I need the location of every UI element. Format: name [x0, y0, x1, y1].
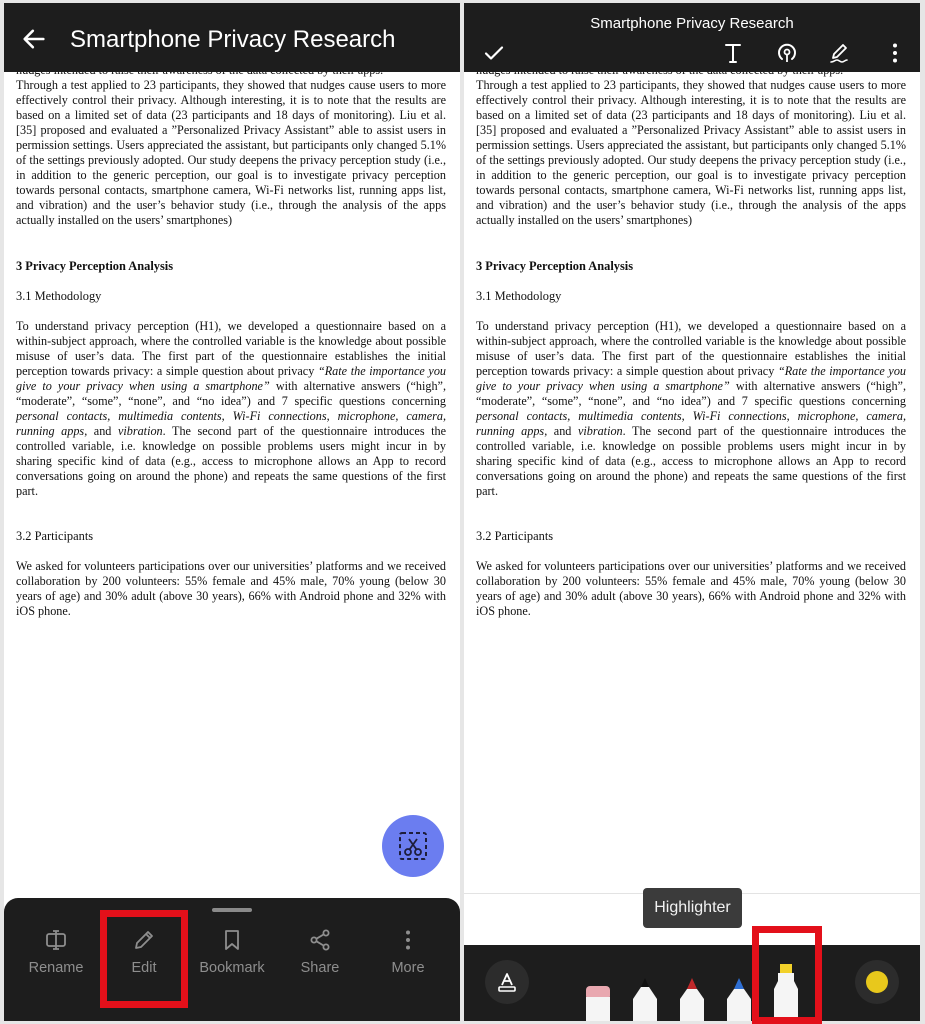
share-label: Share: [300, 960, 340, 976]
doc-paragraph-3: We asked for volunteers participations over our universities’ platforms and we received collaboration by 200 volunteers: 55% female and 45% male, 70% young (below 30 years of age) and 30% adult (above 30 years), 66% with Android phone and 32% with iOS phone.: [476, 559, 906, 619]
lasso-icon[interactable]: [775, 41, 799, 65]
color-picker-button[interactable]: [855, 960, 899, 1004]
text-style-button[interactable]: [485, 960, 529, 1004]
section-heading: 3 Privacy Perception Analysis: [16, 258, 174, 273]
bottom-sheet: [4, 898, 460, 1021]
edit-toolbar: [464, 3, 920, 72]
rename-button[interactable]: [12, 928, 100, 976]
document-title: Smartphone Privacy Research: [590, 15, 794, 32]
red-pen-icon[interactable]: [679, 977, 705, 1021]
check-icon[interactable]: [482, 41, 506, 65]
app-bar: [4, 3, 460, 72]
eraser-icon[interactable]: [585, 985, 611, 1021]
highlighter-highlight-box: [752, 926, 822, 1024]
share-button[interactable]: [276, 928, 364, 976]
pen-signature-icon[interactable]: [828, 41, 852, 65]
document-page: [16, 63, 446, 619]
right-screen: [464, 3, 920, 1021]
more-vertical-icon[interactable]: [883, 41, 907, 65]
doc-paragraph-2: To understand privacy perception (H1), we developed a questionnaire based on a within-subject approach, where the controlled variable is the knowledge about possible misuse of user’s data. The first part of the questionnaire establishes the initial perception towards privacy: a simple question about privacy “Rate the importance you give to your privacy when using a smartphone” with alternative answers (“high”, “moderate”, “some”, “none”, and “no idea”) and 7 specific questions concerning personal contacts, multimedia contents, Wi-Fi connections, microphone, camera, running apps, and vibration. The second part of the questionnaire introduces the controlled variable, i.e. knowledge on possible problems users might incur in by sharing specific kind of data (e.g., access to microphone allows an App to record conversations going on around the phone) and repeats the same questions of the first part.: [16, 318, 447, 499]
edit-highlight-box: [100, 910, 188, 1008]
share-icon: [308, 928, 332, 952]
subsection-heading-methodology: 3.1 Methodology: [476, 288, 562, 303]
rename-label: Rename: [28, 960, 84, 976]
rename-icon: [44, 928, 68, 952]
more-vertical-icon: [396, 928, 420, 952]
subsection-heading-participants: 3.2 Participants: [476, 529, 554, 544]
edit-label: Edit: [131, 960, 157, 976]
document-title: Smartphone Privacy Research: [70, 26, 396, 53]
doc-paragraph-1: Through a test applied to 23 participants, they showed that nudges cause users to more effectively control their privacy. Although interesting, it is to note that the results are based on a limited set of data (23 participants and 18 days of monitoring). Liu et al. [35] proposed and evaluated a ”Personalized Privacy Assistant” able to assist users in permission settings. Users appreciated the assistant, but participants only changed 5.1% of the settings previously adopted. Our study deepens the privacy perception study (i.e., in addition to the generic perception, our goal is to investigate privacy perception towards personal contacts, smartphone camera, Wi-Fi networks list, running apps list, and vibration) and the user’s behavior study (i.e., through the analysis of the apps actually installed on the users’ smartphones): [16, 78, 446, 228]
doc-paragraph-2: To understand privacy perception (H1), we developed a questionnaire based on a within-subject approach, where the controlled variable is the knowledge about possible misuse of user’s data. The first part of the questionnaire establishes the initial perception towards privacy: a simple question about privacy “Rate the importance you give to your privacy when using a smartphone” with alternative answers (“high”, “moderate”, “some”, “none”, and “no idea”) and 7 specific questions concerning personal contacts, multimedia contents, Wi-Fi connections, microphone, camera, running apps, and vibration. The second part of the questionnaire introduces the controlled variable, i.e. knowledge on possible problems users might incur in by sharing specific kind of data (e.g., access to microphone allows an App to record conversations going on around the phone) and repeats the same questions of the first part.: [476, 318, 907, 499]
blue-pen-icon[interactable]: [726, 977, 752, 1021]
subsection-heading-methodology: 3.1 Methodology: [16, 288, 102, 303]
left-screen: [4, 3, 460, 1021]
subsection-heading-participants: 3.2 Participants: [16, 529, 94, 544]
bookmark-button[interactable]: [188, 928, 276, 976]
bookmark-label: Bookmark: [199, 960, 265, 976]
document-page: [476, 63, 906, 619]
scan-scissors-icon: [398, 831, 428, 861]
section-heading: 3 Privacy Perception Analysis: [476, 258, 634, 273]
pen-toolbar: [464, 945, 920, 1021]
text-style-icon: [495, 970, 519, 994]
more-button[interactable]: [364, 928, 452, 976]
doc-paragraph-3: We asked for volunteers participations over our universities’ platforms and we received collaboration by 200 volunteers: 55% female and 45% male, 70% young (below 30 years of age) and 30% adult (above 30 years), 66% with Android phone and 32% with iOS phone.: [16, 559, 446, 619]
more-label: More: [391, 960, 425, 976]
back-arrow-icon[interactable]: [20, 25, 48, 53]
doc-paragraph-1: Through a test applied to 23 participants, they showed that nudges cause users to more effectively control their privacy. Although interesting, it is to note that the results are based on a limited set of data (23 participants and 18 days of monitoring). Liu et al. [35] proposed and evaluated a ”Personalized Privacy Assistant” able to assist users in permission settings. Users appreciated the assistant, but participants only changed 5.1% of the settings previously adopted. Our study deepens the privacy perception study (i.e., in addition to the generic perception, our goal is to investigate privacy perception towards personal contacts, smartphone camera, Wi-Fi networks list, running apps list, and vibration) and the user’s behavior study (i.e., through the analysis of the apps actually installed on the users’ smartphones): [476, 78, 906, 228]
black-pen-icon[interactable]: [632, 977, 658, 1021]
bookmark-icon: [220, 928, 244, 952]
text-icon[interactable]: [721, 41, 745, 65]
scan-fab-button[interactable]: [382, 815, 444, 877]
color-picker-icon: [855, 960, 899, 1004]
highlighter-tooltip: Highlighter: [643, 888, 742, 928]
sheet-handle[interactable]: [212, 908, 252, 912]
